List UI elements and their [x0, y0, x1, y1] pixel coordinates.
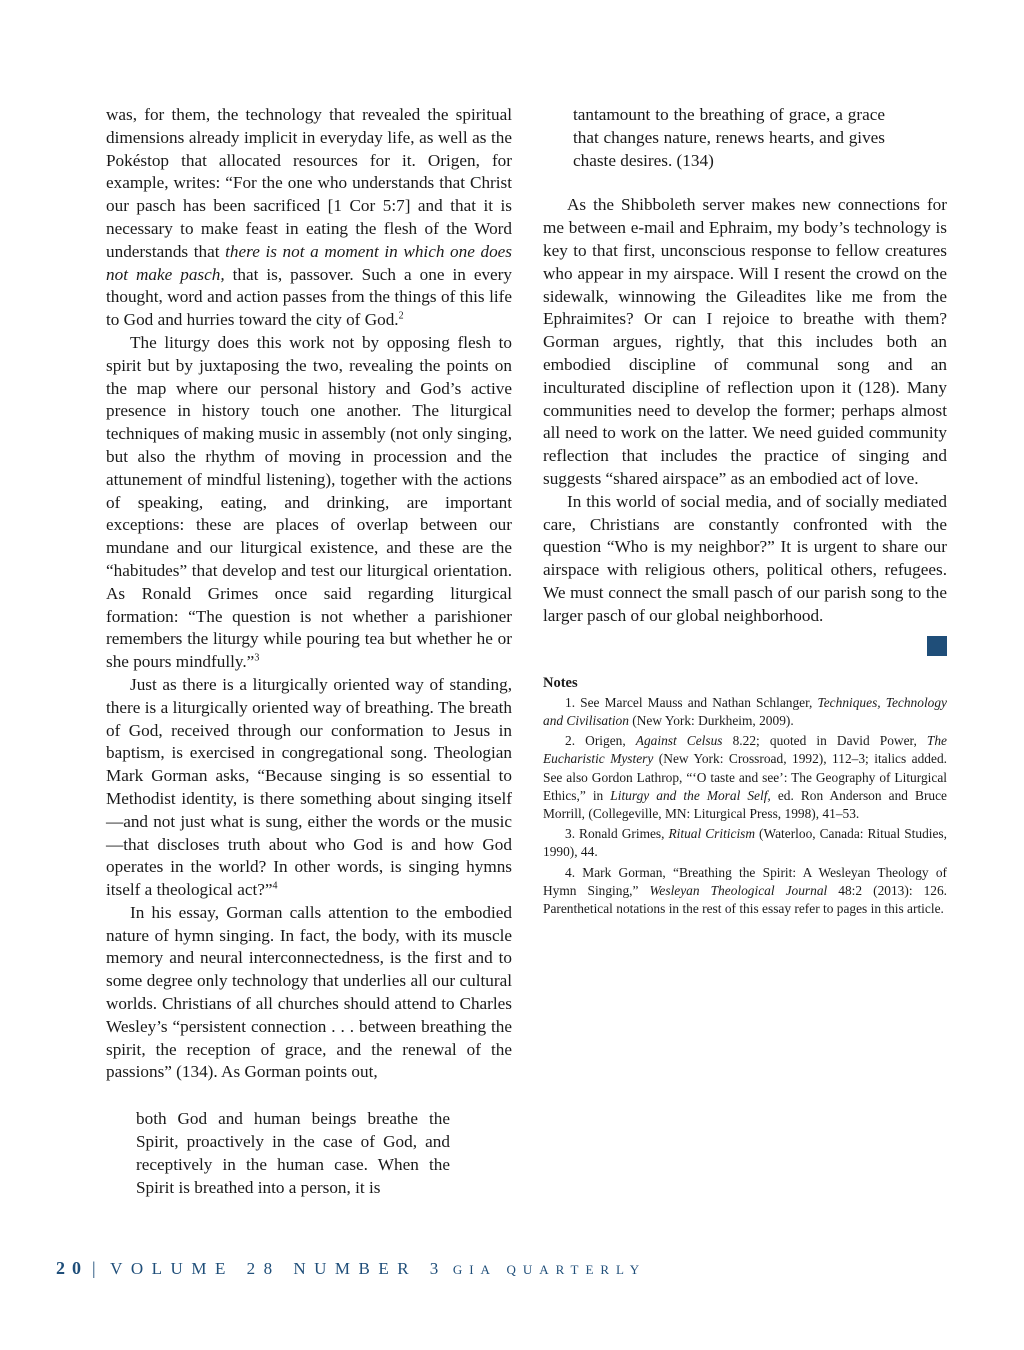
body-paragraph: [106, 104, 512, 332]
block-quote-continued: tantamount to the breathing of grace, a grace that changes nature, renews hearts, and gives chaste desires. (134): [573, 105, 885, 170]
note-text: (New York: Durkheim, 2009).: [628, 712, 794, 728]
volume-label: VOLUME 28 NUMBER 3: [110, 1259, 447, 1278]
body-paragraph: [106, 332, 512, 674]
footnote: [543, 732, 947, 823]
paragraph-text: was, for them, the technology that revealed the spiritual dimensions already implicit in everyday life, as well as the Pokéstop that allocated resources for it. Origen, for example, writes: “For the one who understands that Christ our pasch has been sacrificed [1 Cor 5:7] and that it is necessary to make feast in eating the flesh of the Word understands that: [106, 105, 512, 261]
note-text: 8.22; quoted in David Power,: [722, 733, 927, 749]
note-text: (New York: Crossroad, 1992), 112–3; italics added. See also Gordon Lathrop, “‘O taste and see’: The Geography of Liturgical Ethics,” in: [543, 751, 947, 803]
notes-section: [543, 674, 947, 919]
note-text: 4. Mark Gorman, “Breathing the Spirit: A Wesleyan Theology of Hymn Singing,”: [543, 864, 947, 898]
note-title: Ritual Criticism: [668, 826, 756, 842]
paragraph-text: Just as there is a liturgically oriented way of standing, there is a liturgically oriented way of breathing. The breath of God, received through our conformation to Jesus in baptism, is exercised in congregational song. Theologian Mark Gorman asks, “Because singing is so essential to Methodist identity, is there something about singing itself—and not just what is sung, either the words or the music—that discloses truth about who God is and how God operates in the world? In other words, is singing hymns itself a theological act?”: [106, 674, 512, 900]
body-paragraph: [106, 674, 512, 902]
footnote-ref: 4: [272, 880, 278, 892]
note-text: 1. See Marcel Mauss and Nathan Schlanger,: [565, 694, 818, 710]
note-text: (Waterloo, Canada: Ritual Studies, 1990), 44.: [543, 826, 947, 860]
footer-separator: |: [92, 1258, 97, 1278]
page-footer: [56, 1258, 646, 1279]
note-text: 3. Ronald Grimes,: [565, 826, 669, 842]
italic-phrase: there is not a moment in which one does not make pasch,: [106, 241, 512, 284]
notes-heading: Notes: [543, 674, 578, 691]
footnote-ref: 2: [398, 310, 404, 322]
note-title: The Eucharistic Mystery: [543, 733, 947, 767]
footnote: [543, 825, 947, 861]
body-paragraph: In this world of social media, and of socially mediated care, Christians are constantly confronted with the question “Who is my neighbor?” It is urgent to share our airspace with religious others, political others, refugees. We must connect the small pasch of our parish song to the larger pasch of our global neighborhood.: [543, 491, 947, 625]
body-paragraph: As the Shibboleth server makes new connections for me between e-mail and Ephraim, my body’s technology is key to that first, unconscious response to fellow creatures who appear in my airspace. Will I resent the crowd on the sidewalk, winnowing the Gileadites like me from the Ephraimites? Or can I rejoice to breathe with them? Gorman argues, rightly, that this includes both an embodied discipline of communal song and an inculturated discipline of reflection upon it (128). Many communities need to develop the former; perhaps almost all need to work on the latter. We need guided community reflection that includes the practice of singing and suggests “shared airspace” as an embodied act of love.: [543, 195, 947, 488]
footnote-ref: 3: [254, 652, 260, 664]
left-column: [106, 104, 512, 1199]
note-title: Techniques, Technology and Civilisation: [543, 694, 947, 728]
footnote: [543, 864, 947, 919]
note-text: 48:2 (2013): 126. Parenthetical notations in the rest of this essay refer to pages in this article.: [543, 882, 948, 916]
note-text: ed. Ron Anderson and Bruce Morrill, (Collegeville, MN: Liturgical Press, 1998), 41–53.: [543, 787, 947, 821]
end-of-article-mark: [927, 636, 947, 656]
note-title: Against Celsus: [635, 733, 723, 749]
body-paragraph: In his essay, Gorman calls attention to the embodied nature of hymn singing. In fact, the body, with its muscle memory and neural interconnectedness, is the first and to some degree only technology that underlies all our cultural worlds. Christians of all churches should attend to Charles Wesley’s “persistent connection . . . between breathing the spirit, the reception of grace, and the renewal of the passions” (134). As Gorman points out,: [106, 902, 512, 1082]
footnote: [543, 694, 947, 730]
block-quote: both God and human beings breathe the Spirit, proactively in the case of God, and receptively in the human case. When the Spirit is breathed into a person, it is: [136, 1109, 450, 1197]
page-number: 20: [56, 1258, 88, 1278]
publication-name: GIA QUARTERLY: [452, 1262, 647, 1277]
paragraph-text: The liturgy does this work not by opposing flesh to spirit but by juxtaposing the two, revealing the points on the map where our personal history and God’s active presence in history touch one another. The liturgical techniques of making music in assembly (not only singing, but also the rhythm of moving in procession and the attunement of mindful listening), together with the actions of speaking, eating, and drinking, are important exceptions: these are places of overlap between our mundane and our liturgical existence, and these are the “habitudes” that develop and test our liturgical orientation. As Ronald Grimes once said regarding liturgical formation: “The question is not whether a parishioner remembers the liturgy while pouring tea but whether he or she pours mindfully.”: [106, 332, 512, 672]
paragraph-text: that is, passover. Such a one in every thought, word and action passes from the things of this life to God and hurries toward the city of God.: [106, 264, 512, 330]
note-title: Wesleyan Theological Journal: [649, 882, 828, 898]
right-column: [543, 104, 947, 920]
note-text: 2. Origen,: [565, 733, 636, 749]
note-title: Liturgy and the Moral Self,: [610, 787, 771, 803]
